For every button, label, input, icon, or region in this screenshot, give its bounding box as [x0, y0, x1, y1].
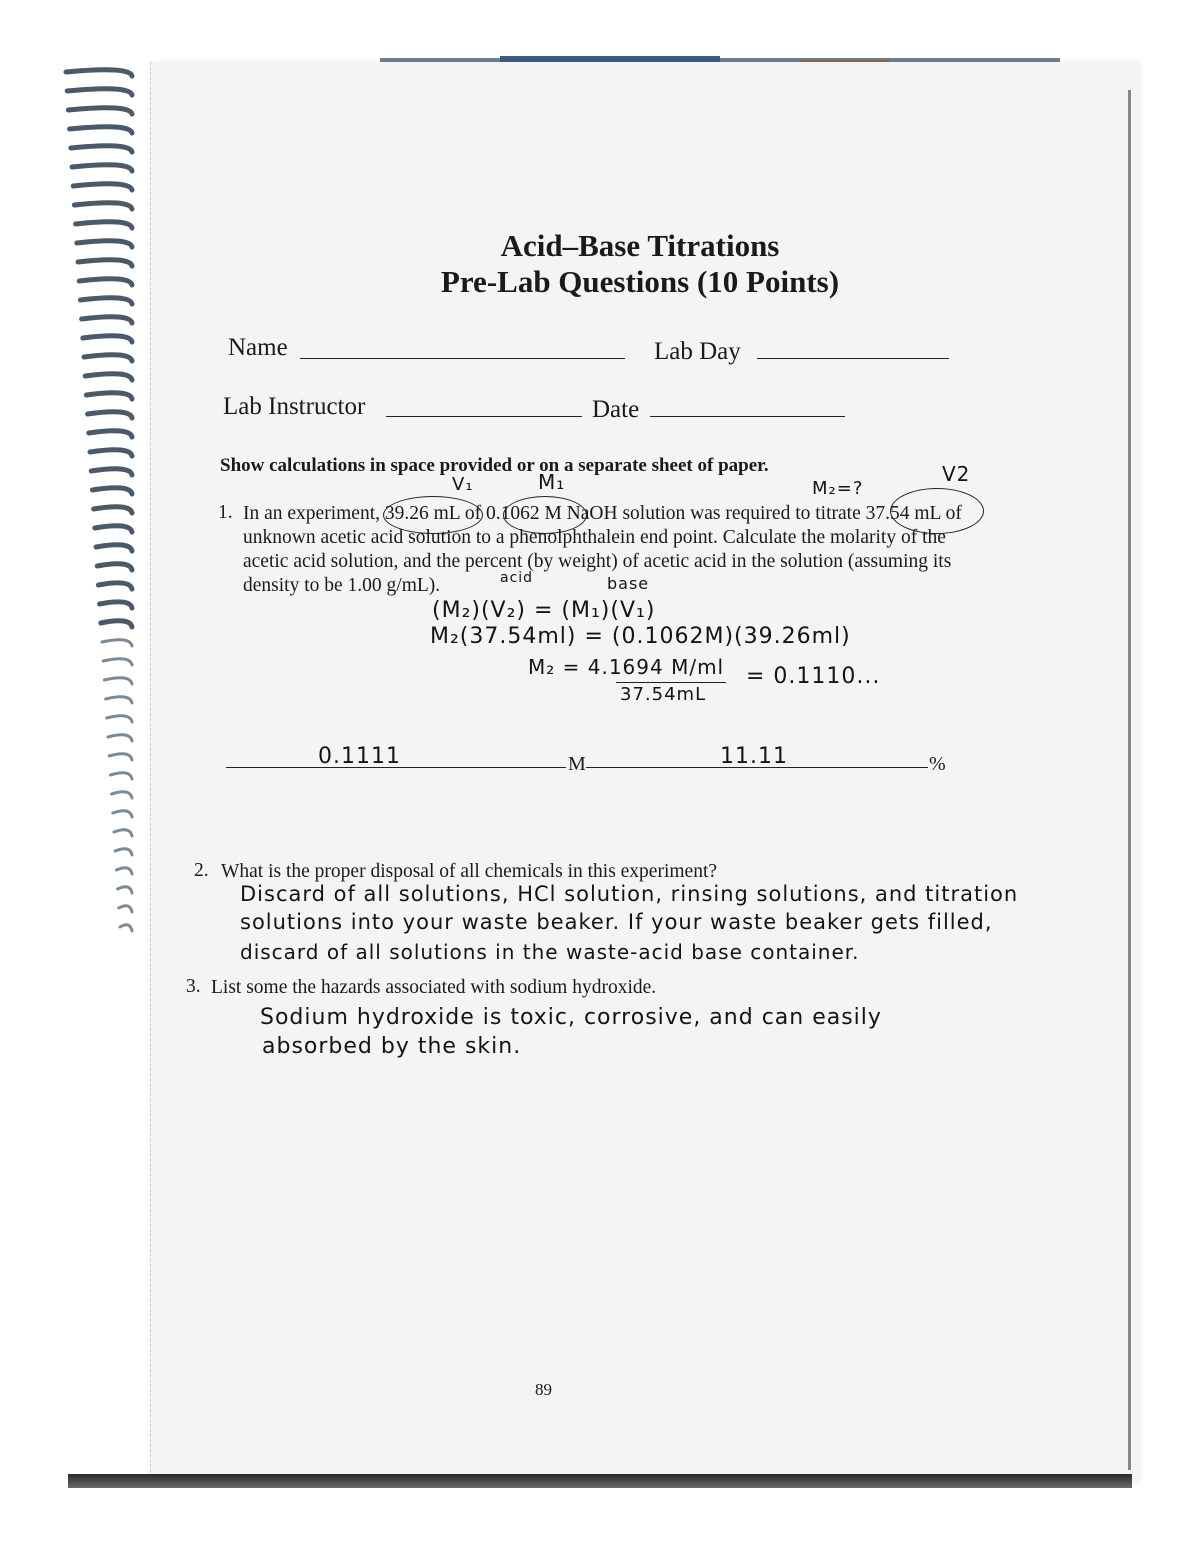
question-2-number: 2.: [194, 860, 209, 881]
lab-instructor-field-line[interactable]: [386, 416, 582, 417]
question-1-line: density to be 1.00 g/mL).: [243, 575, 441, 596]
spiral-coil: [110, 773, 132, 779]
spiral-coil: [83, 336, 132, 342]
answer-molarity: 0.1111: [318, 744, 401, 769]
name-field-line[interactable]: [300, 358, 625, 359]
question-3-number: 3.: [186, 976, 201, 997]
molarity-answer-line[interactable]: [226, 767, 566, 768]
page-number: 89: [535, 1380, 552, 1399]
handwritten-acid: acid: [500, 570, 534, 586]
date-field-line[interactable]: [650, 416, 845, 417]
spiral-coil: [108, 735, 132, 741]
percent-answer-line[interactable]: [586, 767, 928, 768]
lab-instructor-label: Lab Instructor: [223, 393, 366, 420]
answer-percent: 11.11: [720, 744, 788, 769]
name-label: Name: [228, 334, 288, 361]
instructions: Show calculations in space provided or on a separate sheet of paper.: [220, 455, 769, 476]
lab-day-field-line[interactable]: [757, 358, 949, 359]
fraction-bar: [616, 682, 726, 683]
percent-unit: %: [929, 753, 946, 775]
question-1-line: unknown acetic acid solution to a phenolphthalein end point. Calculate the molarity of the: [243, 527, 946, 548]
spiral-coil: [86, 393, 132, 399]
spiral-binding: [60, 60, 150, 960]
circle-annotation: [503, 496, 587, 534]
spiral-coil: [90, 450, 132, 456]
spiral-coil: [71, 146, 132, 152]
spiral-coil: [72, 165, 132, 171]
spiral-coil: [68, 108, 132, 114]
answer-3-line-1: Sodium hydroxide is toxic, corrosive, and can easily: [260, 1005, 882, 1030]
spiral-coil: [106, 697, 132, 703]
question-1-line: acetic acid solution, and the percent (by weight) of acetic acid in the solution (assuming its: [243, 551, 952, 572]
page-title: Acid–Base Titrations: [500, 228, 780, 263]
spiral-coil: [107, 716, 132, 722]
spiral-coil: [70, 127, 132, 133]
spiral-coil: [112, 792, 132, 798]
handwritten-equation-1: (M₂)(V₂) = (M₁)(V₁): [432, 598, 656, 623]
handwritten-equation-2: M₂(37.54ml) = (0.1062M)(39.26ml): [430, 624, 851, 649]
handwritten-base: base: [607, 574, 650, 593]
circle-annotation: [383, 496, 483, 534]
question-3-text: List some the hazards associated with sodium hydroxide.: [211, 977, 657, 998]
spiral-coil: [89, 431, 132, 437]
question-1-line: In an experiment, 39.26 mL of 0.1062 M NaOH solution was required to titrate 37.54 mL of: [243, 503, 962, 524]
circle-annotation: [890, 488, 984, 534]
spiral-coil: [120, 925, 132, 931]
spiral-coil: [103, 659, 132, 665]
date-label: Date: [592, 396, 640, 423]
answer-2-line-2: solutions into your waste beaker. If your waste beaker gets filled,: [240, 910, 993, 934]
answer-3-line-2: absorbed by the skin.: [262, 1034, 522, 1059]
handwritten-result: = 0.1110...: [746, 664, 881, 689]
notebook-bottom-edge: [68, 1474, 1132, 1488]
handwritten-denominator: 37.54mL: [620, 684, 707, 705]
spiral-coil: [102, 640, 132, 646]
spiral-coil: [104, 678, 132, 684]
spiral-coil: [92, 488, 132, 494]
handwritten-v1: V₁: [452, 474, 474, 495]
spiral-coil: [98, 583, 132, 589]
answer-2-line-1: Discard of all solutions, HCl solution, rinsing solutions, and titration: [240, 882, 1019, 906]
page-subtitle: Pre-Lab Questions (10 Points): [440, 264, 840, 299]
spiral-coil: [118, 887, 132, 893]
spiral-coil: [115, 849, 132, 855]
spiral-coil: [114, 830, 132, 836]
spiral-coil: [113, 811, 132, 817]
spiral-coil: [116, 868, 132, 874]
handwritten-equation-3: M₂ = 4.1694 M/ml: [528, 655, 725, 679]
spiral-coil: [95, 526, 132, 532]
spiral-coil: [91, 469, 132, 475]
question-1-number: 1.: [218, 502, 233, 523]
handwritten-v2: V2: [942, 462, 971, 486]
spiral-coil: [94, 507, 132, 513]
spiral-coil: [96, 545, 132, 551]
lab-day-label: Lab Day: [654, 338, 741, 365]
spiral-coil: [109, 754, 132, 760]
spiral-coil: [119, 906, 132, 912]
spiral-coil: [88, 412, 132, 418]
spiral-coil: [97, 564, 132, 570]
spiral-coil: [66, 70, 132, 76]
answer-2-line-3: discard of all solutions in the waste-acid base container.: [240, 940, 860, 964]
handwritten-m1: M₁: [538, 470, 566, 494]
spiral-coil: [101, 621, 132, 627]
spiral-coil: [82, 317, 132, 323]
spiral-coil: [100, 602, 132, 608]
handwritten-m2: M₂=?: [812, 478, 864, 499]
spiral-coil: [84, 355, 132, 361]
spiral-coil: [85, 374, 132, 380]
spiral-coil: [73, 184, 132, 190]
spiral-coil: [67, 89, 132, 95]
molarity-unit: M: [568, 753, 586, 775]
question-2-text: What is the proper disposal of all chemicals in this experiment?: [221, 861, 718, 882]
spiral-coil: [74, 203, 132, 209]
